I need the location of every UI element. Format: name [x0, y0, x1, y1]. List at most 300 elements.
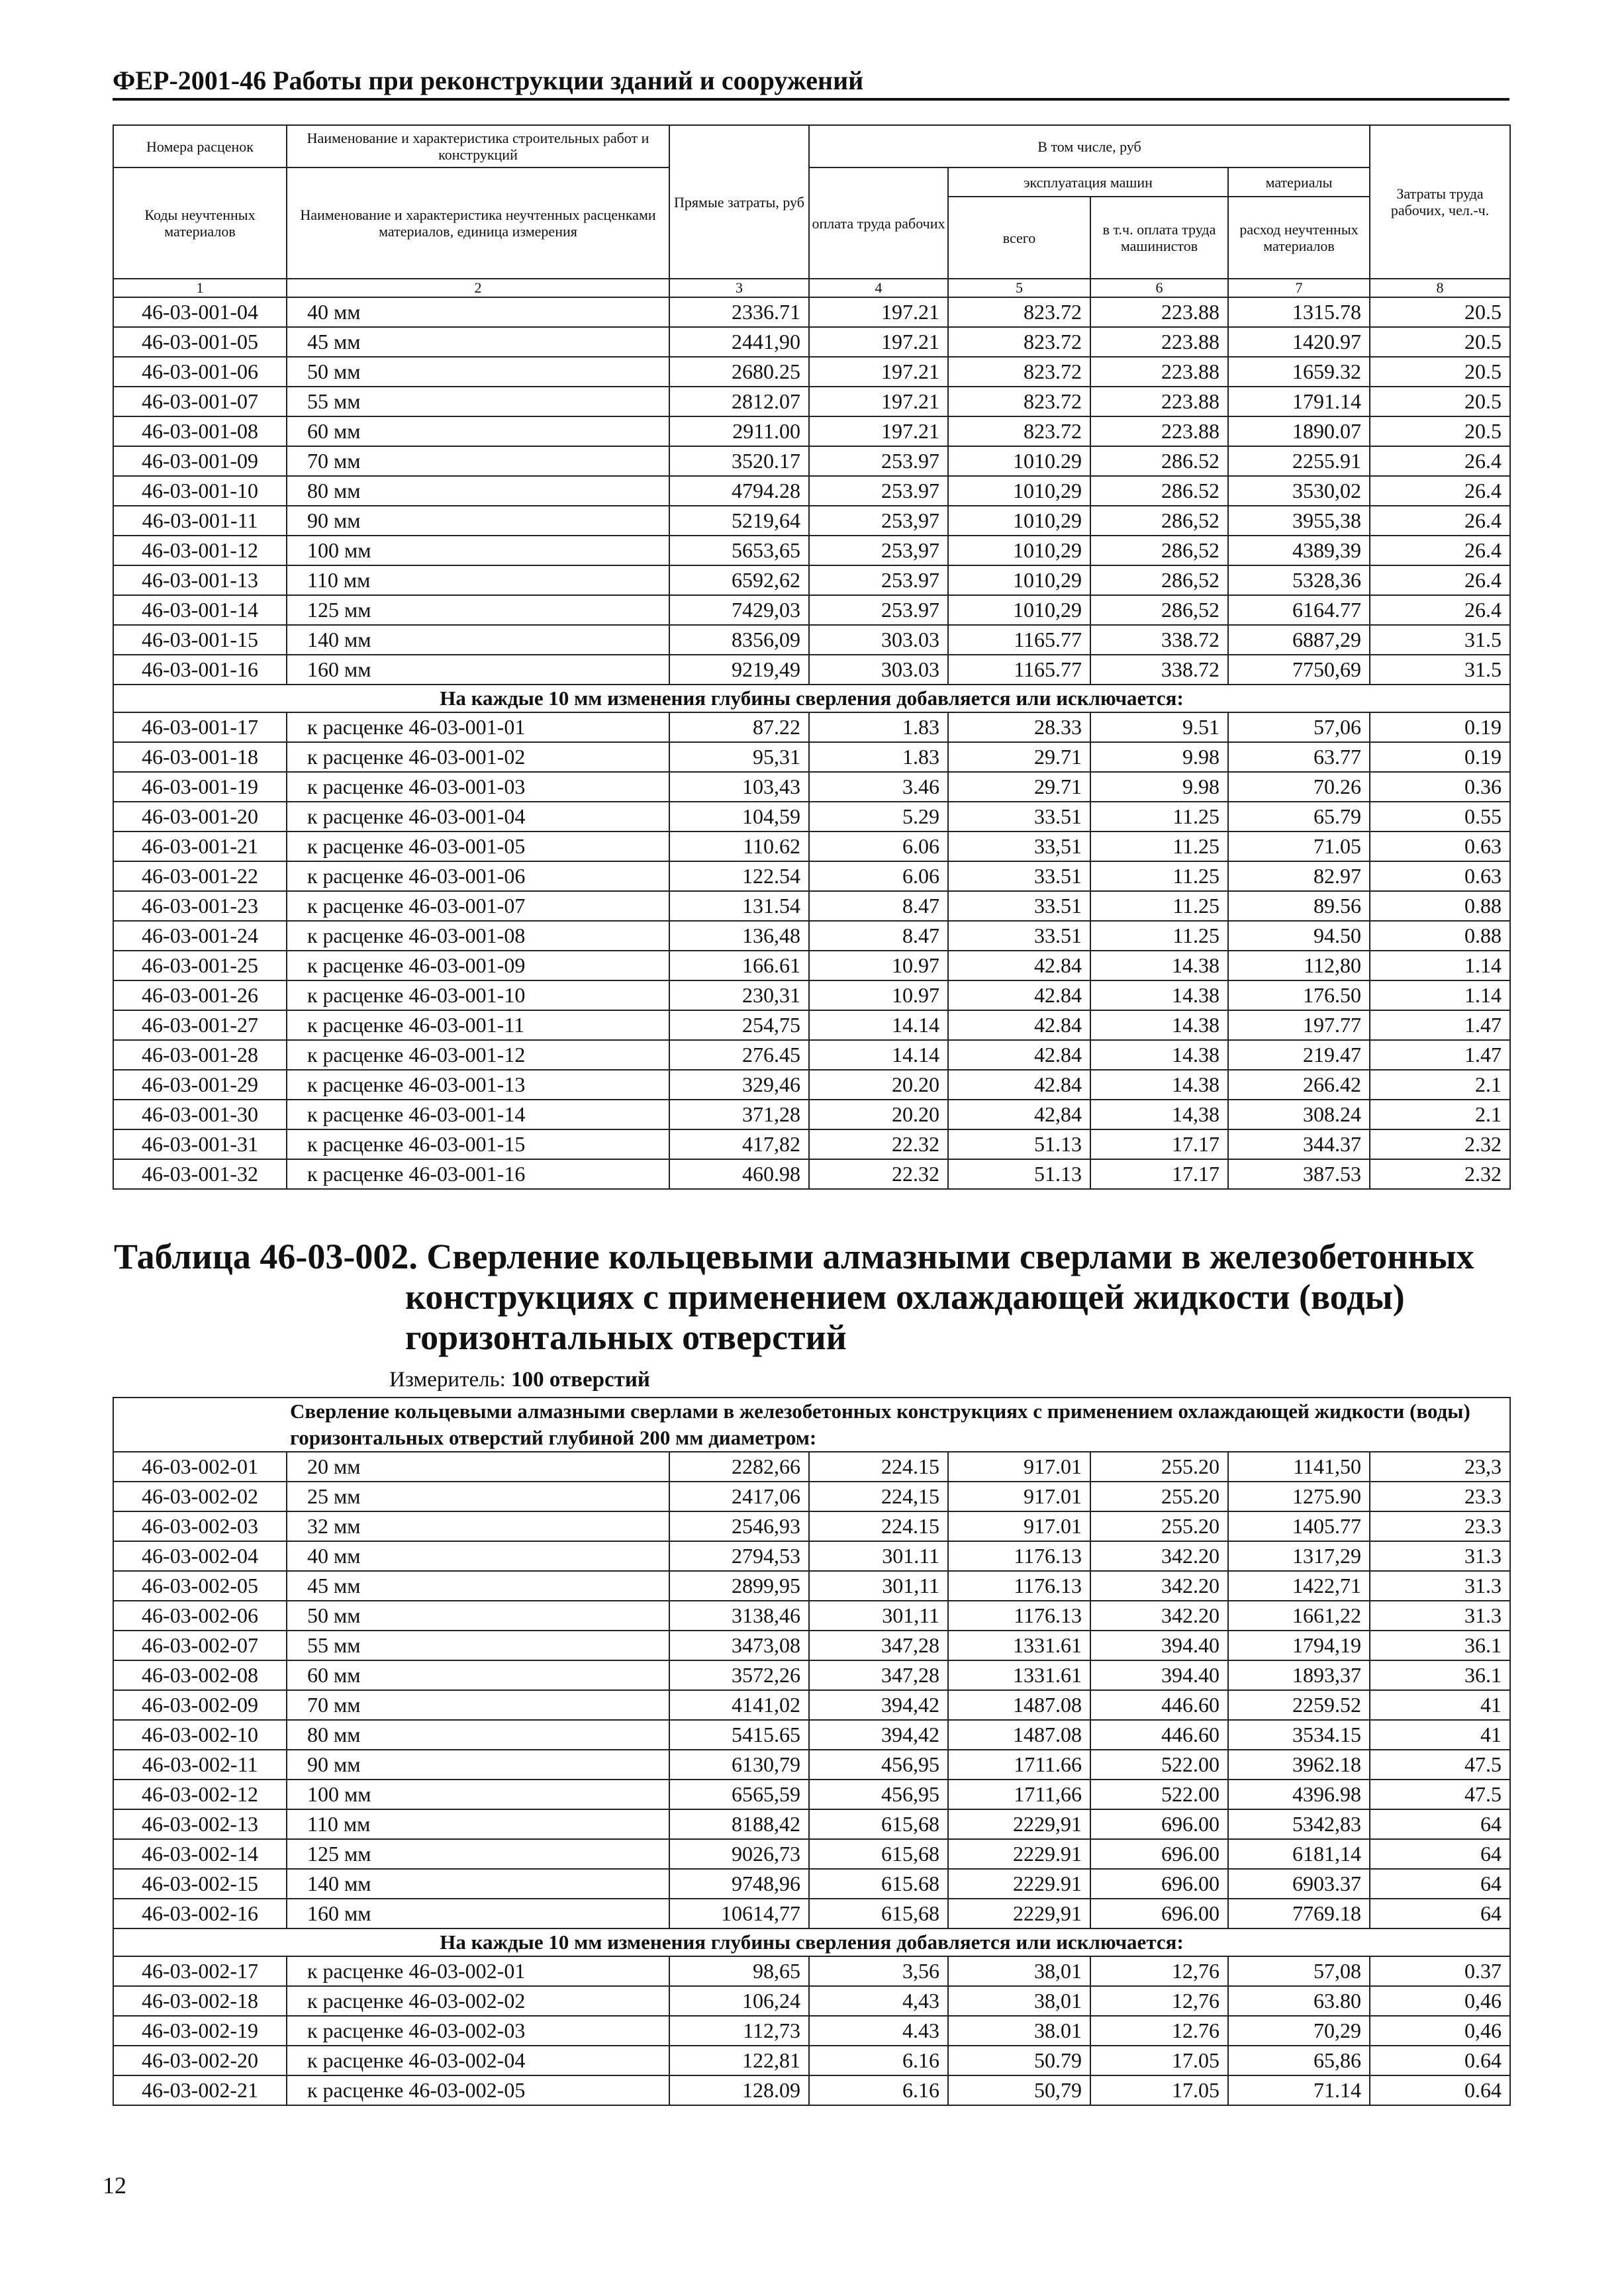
machinists-pay: 14.38: [1090, 1040, 1228, 1070]
direct-cost: 254,75: [669, 1010, 809, 1040]
materials-cost: 1794,19: [1228, 1631, 1370, 1660]
labor-hours: 31.5: [1370, 655, 1510, 685]
rate-code: 46-03-002-12: [113, 1780, 287, 1809]
table-row: [113, 297, 1510, 327]
labor-pay: 22.32: [809, 1159, 948, 1189]
labor-hours: 0.36: [1370, 772, 1510, 802]
labor-hours: 20.5: [1370, 327, 1510, 357]
column-number: 5: [948, 279, 1090, 297]
labor-pay: 301,11: [809, 1571, 948, 1601]
header-labor-pay: оплата труда рабочих: [809, 167, 948, 279]
rate-code: 46-03-001-18: [113, 742, 287, 772]
labor-hours: 0.64: [1370, 2075, 1510, 2105]
machines-total: 50.79: [948, 2046, 1090, 2075]
machinists-pay: 286.52: [1090, 446, 1228, 476]
labor-hours: 26.4: [1370, 506, 1510, 536]
table-row: [113, 1482, 1510, 1511]
table-row: [113, 832, 1510, 861]
table-row: [113, 2075, 1510, 2105]
machines-total: 42.84: [948, 1010, 1090, 1040]
machines-total: 29.71: [948, 772, 1090, 802]
machinists-pay: 223.88: [1090, 357, 1228, 387]
rate-code: 46-03-001-31: [113, 1129, 287, 1159]
direct-cost: 276.45: [669, 1040, 809, 1070]
labor-pay: 4.43: [809, 2016, 948, 2046]
labor-hours: 23.3: [1370, 1511, 1510, 1541]
rate-code: 46-03-002-08: [113, 1660, 287, 1690]
materials-cost: 89.56: [1228, 891, 1370, 921]
materials-cost: 1791.14: [1228, 387, 1370, 416]
labor-pay: 301.11: [809, 1541, 948, 1571]
machinists-pay: 338.72: [1090, 625, 1228, 655]
rate-code: 46-03-001-26: [113, 980, 287, 1010]
table-row: [113, 1541, 1510, 1571]
machines-total: 823.72: [948, 387, 1090, 416]
work-name: 110 мм: [287, 1809, 669, 1839]
machinists-pay: 286,52: [1090, 595, 1228, 625]
machinists-pay: 696.00: [1090, 1869, 1228, 1899]
column-number: 1: [113, 279, 287, 297]
labor-pay: 5.29: [809, 802, 948, 832]
labor-pay: 4,43: [809, 1986, 948, 2016]
materials-cost: 176.50: [1228, 980, 1370, 1010]
direct-cost: 6130,79: [669, 1750, 809, 1780]
rate-code: 46-03-002-02: [113, 1482, 287, 1511]
work-name: к расценке 46-03-001-01: [287, 712, 669, 742]
labor-pay: 253,97: [809, 536, 948, 565]
table-row: [113, 1899, 1510, 1928]
work-name: к расценке 46-03-002-03: [287, 2016, 669, 2046]
labor-hours: 2.32: [1370, 1159, 1510, 1189]
rate-code: 46-03-001-09: [113, 446, 287, 476]
materials-cost: 1315.78: [1228, 297, 1370, 327]
direct-cost: 9219,49: [669, 655, 809, 685]
machinists-pay: 394.40: [1090, 1660, 1228, 1690]
materials-cost: 82.97: [1228, 861, 1370, 891]
labor-hours: 64: [1370, 1869, 1510, 1899]
rate-code: 46-03-001-13: [113, 565, 287, 595]
direct-cost: 9026,73: [669, 1839, 809, 1869]
table1-rows: [113, 297, 1510, 685]
machines-total: 1165.77: [948, 655, 1090, 685]
direct-cost: 9748,96: [669, 1869, 809, 1899]
running-head: ФЕР-2001-46 Работы при реконструкции зданий и сооружений: [113, 65, 1509, 101]
work-name: к расценке 46-03-001-07: [287, 891, 669, 921]
machinists-pay: 14.38: [1090, 1010, 1228, 1040]
labor-pay: 253.97: [809, 476, 948, 506]
work-name: к расценке 46-03-001-02: [287, 742, 669, 772]
machines-total: 38,01: [948, 1986, 1090, 2016]
rates-table-002: [113, 1397, 1511, 2106]
labor-pay: 197.21: [809, 357, 948, 387]
direct-cost: 5653,65: [669, 536, 809, 565]
rate-code: 46-03-001-16: [113, 655, 287, 685]
labor-hours: 0.88: [1370, 921, 1510, 951]
table-row: [113, 861, 1510, 891]
page-number: 12: [103, 2172, 126, 2199]
labor-pay: 1.83: [809, 712, 948, 742]
rate-code: 46-03-002-18: [113, 1986, 287, 2016]
table-row: [113, 1869, 1510, 1899]
labor-hours: 2.32: [1370, 1129, 1510, 1159]
machinists-pay: 9.98: [1090, 742, 1228, 772]
labor-pay: 347,28: [809, 1631, 948, 1660]
materials-cost: 3530,02: [1228, 476, 1370, 506]
labor-pay: 224,15: [809, 1482, 948, 1511]
machines-total: 823.72: [948, 416, 1090, 446]
table-row: [113, 446, 1510, 476]
direct-cost: 460.98: [669, 1159, 809, 1189]
table-row: [113, 2016, 1510, 2046]
work-name: 80 мм: [287, 1720, 669, 1750]
machines-total: 917.01: [948, 1511, 1090, 1541]
labor-pay: 224.15: [809, 1511, 948, 1541]
labor-hours: 0.19: [1370, 712, 1510, 742]
labor-hours: 26.4: [1370, 476, 1510, 506]
labor-pay: 3,56: [809, 1956, 948, 1986]
direct-cost: 3473,08: [669, 1631, 809, 1660]
direct-cost: 3138,46: [669, 1601, 809, 1631]
direct-cost: 2899,95: [669, 1571, 809, 1601]
labor-pay: 6.16: [809, 2046, 948, 2075]
machines-total: 1711.66: [948, 1750, 1090, 1780]
table-row: [113, 327, 1510, 357]
rate-code: 46-03-001-05: [113, 327, 287, 357]
materials-cost: 3534.15: [1228, 1720, 1370, 1750]
rate-code: 46-03-001-25: [113, 951, 287, 980]
machinists-pay: 255.20: [1090, 1452, 1228, 1482]
labor-hours: 31.3: [1370, 1541, 1510, 1571]
labor-hours: 20.5: [1370, 357, 1510, 387]
rate-code: 46-03-002-14: [113, 1839, 287, 1869]
machinists-pay: 14,38: [1090, 1100, 1228, 1129]
machinists-pay: 394.40: [1090, 1631, 1228, 1660]
table-row: [113, 1159, 1510, 1189]
machinists-pay: 11.25: [1090, 861, 1228, 891]
machinists-pay: 696.00: [1090, 1809, 1228, 1839]
machines-total: 1010,29: [948, 536, 1090, 565]
materials-cost: 3962.18: [1228, 1750, 1370, 1780]
machines-total: 1487.08: [948, 1690, 1090, 1720]
labor-pay: 6.06: [809, 832, 948, 861]
materials-cost: 4396.98: [1228, 1780, 1370, 1809]
direct-cost: 122,81: [669, 2046, 809, 2075]
labor-hours: 0.19: [1370, 742, 1510, 772]
table-row: [113, 1070, 1510, 1100]
rate-code: 46-03-001-12: [113, 536, 287, 565]
column-number: 6: [1090, 279, 1228, 297]
machines-total: 42.84: [948, 980, 1090, 1010]
machines-total: 42.84: [948, 1040, 1090, 1070]
labor-pay: 615.68: [809, 1869, 948, 1899]
machinists-pay: 9.98: [1090, 772, 1228, 802]
table2-title: [114, 1237, 1511, 1358]
labor-hours: 0,46: [1370, 2016, 1510, 2046]
labor-pay: 615,68: [809, 1809, 948, 1839]
labor-pay: 303.03: [809, 625, 948, 655]
column-number: 3: [669, 279, 809, 297]
machines-total: 33,51: [948, 832, 1090, 861]
rate-code: 46-03-001-06: [113, 357, 287, 387]
machinists-pay: 17.05: [1090, 2075, 1228, 2105]
labor-hours: 20.5: [1370, 297, 1510, 327]
machines-total: 2229,91: [948, 1809, 1090, 1839]
machines-total: 823.72: [948, 297, 1090, 327]
machinists-pay: 14.38: [1090, 951, 1228, 980]
work-name: 20 мм: [287, 1452, 669, 1482]
machinists-pay: 17.17: [1090, 1159, 1228, 1189]
labor-pay: 253.97: [809, 446, 948, 476]
table-row: [113, 1839, 1510, 1869]
work-name: 90 мм: [287, 1750, 669, 1780]
table-row: [113, 1452, 1510, 1482]
column-number: 7: [1228, 279, 1370, 297]
work-name: 25 мм: [287, 1482, 669, 1511]
table-row: [113, 1660, 1510, 1690]
work-name: 100 мм: [287, 536, 669, 565]
work-name: 55 мм: [287, 1631, 669, 1660]
direct-cost: 5219,64: [669, 506, 809, 536]
labor-hours: 1.47: [1370, 1040, 1510, 1070]
materials-cost: 57,08: [1228, 1956, 1370, 1986]
machines-total: 28.33: [948, 712, 1090, 742]
work-name: 40 мм: [287, 297, 669, 327]
machines-total: 42.84: [948, 951, 1090, 980]
materials-cost: 6164.77: [1228, 595, 1370, 625]
table-row: [113, 595, 1510, 625]
machinists-pay: 255.20: [1090, 1482, 1228, 1511]
table-row: [113, 625, 1510, 655]
table-row: [113, 536, 1510, 565]
machinists-pay: 17.05: [1090, 2046, 1228, 2075]
machinists-pay: 286.52: [1090, 476, 1228, 506]
rate-code: 46-03-001-30: [113, 1100, 287, 1129]
direct-cost: 2282,66: [669, 1452, 809, 1482]
table-row: [113, 1601, 1510, 1631]
machines-total: 50,79: [948, 2075, 1090, 2105]
table-row: [113, 655, 1510, 685]
labor-pay: 10.97: [809, 951, 948, 980]
materials-cost: 71.14: [1228, 2075, 1370, 2105]
labor-hours: 26.4: [1370, 565, 1510, 595]
table-row: [113, 357, 1510, 387]
table-row: [113, 1956, 1510, 1986]
rate-code: 46-03-002-21: [113, 2075, 287, 2105]
rate-code: 46-03-001-04: [113, 297, 287, 327]
materials-cost: 6181,14: [1228, 1839, 1370, 1869]
direct-cost: 2911.00: [669, 416, 809, 446]
machinists-pay: 11.25: [1090, 921, 1228, 951]
labor-hours: 26.4: [1370, 446, 1510, 476]
section-heading: На каждые 10 мм изменения глубины сверления добавляется или исключается:: [113, 685, 1510, 712]
direct-cost: 166.61: [669, 951, 809, 980]
materials-cost: 63.80: [1228, 1986, 1370, 2016]
labor-hours: 0.88: [1370, 891, 1510, 921]
table2-rows: [113, 1452, 1510, 1928]
materials-cost: 7769.18: [1228, 1899, 1370, 1928]
rate-code: 46-03-001-15: [113, 625, 287, 655]
direct-cost: 2441,90: [669, 327, 809, 357]
work-name: 45 мм: [287, 327, 669, 357]
work-name: к расценке 46-03-001-04: [287, 802, 669, 832]
machinists-pay: 12,76: [1090, 1956, 1228, 1986]
machinists-pay: 12,76: [1090, 1986, 1228, 2016]
rate-code: 46-03-001-10: [113, 476, 287, 506]
direct-cost: 98,65: [669, 1956, 809, 1986]
machines-total: 917.01: [948, 1482, 1090, 1511]
rate-code: 46-03-001-29: [113, 1070, 287, 1100]
machinists-pay: 342.20: [1090, 1541, 1228, 1571]
machines-total: 1176.13: [948, 1601, 1090, 1631]
labor-hours: 31.3: [1370, 1601, 1510, 1631]
work-name: к расценке 46-03-001-13: [287, 1070, 669, 1100]
labor-pay: 20.20: [809, 1100, 948, 1129]
rate-code: 46-03-002-01: [113, 1452, 287, 1482]
machines-total: 823.72: [948, 357, 1090, 387]
meter: [389, 1368, 650, 1392]
rate-code: 46-03-002-11: [113, 1750, 287, 1780]
table-row: [113, 506, 1510, 536]
materials-cost: 6903.37: [1228, 1869, 1370, 1899]
table-row: [113, 1750, 1510, 1780]
rate-code: 46-03-001-07: [113, 387, 287, 416]
labor-hours: 64: [1370, 1899, 1510, 1928]
materials-cost: 2255.91: [1228, 446, 1370, 476]
direct-cost: 8356,09: [669, 625, 809, 655]
labor-hours: 2.1: [1370, 1070, 1510, 1100]
materials-cost: 63.77: [1228, 742, 1370, 772]
labor-pay: 197.21: [809, 387, 948, 416]
rate-code: 46-03-001-32: [113, 1159, 287, 1189]
machines-total: 33.51: [948, 802, 1090, 832]
table-row: [113, 2046, 1510, 2075]
direct-cost: 112,73: [669, 2016, 809, 2046]
rate-code: 46-03-001-14: [113, 595, 287, 625]
labor-pay: 456,95: [809, 1750, 948, 1780]
header-material-names: Наименование и характеристика неучтенных расценками материалов, единица измерения: [287, 167, 669, 279]
machines-total: 1165.77: [948, 625, 1090, 655]
labor-hours: 0,46: [1370, 1986, 1510, 2016]
materials-cost: 71.05: [1228, 832, 1370, 861]
machines-total: 38,01: [948, 1956, 1090, 1986]
work-name: 70 мм: [287, 1690, 669, 1720]
table-row: [113, 1690, 1510, 1720]
labor-pay: 1.83: [809, 742, 948, 772]
machines-total: 1176.13: [948, 1541, 1090, 1571]
table-row: [113, 772, 1510, 802]
rate-code: 46-03-002-13: [113, 1809, 287, 1839]
labor-hours: 1.47: [1370, 1010, 1510, 1040]
table-row: [113, 1571, 1510, 1601]
machines-total: 1010,29: [948, 595, 1090, 625]
direct-cost: 103,43: [669, 772, 809, 802]
work-name: 100 мм: [287, 1780, 669, 1809]
work-name: к расценке 46-03-002-02: [287, 1986, 669, 2016]
work-name: 125 мм: [287, 595, 669, 625]
direct-cost: 95,31: [669, 742, 809, 772]
machines-total: 1331.61: [948, 1631, 1090, 1660]
machines-total: 917.01: [948, 1452, 1090, 1482]
table-row: [113, 1986, 1510, 2016]
work-name: 60 мм: [287, 1660, 669, 1690]
labor-pay: 615,68: [809, 1839, 948, 1869]
table-row: [113, 476, 1510, 506]
labor-hours: 36.1: [1370, 1631, 1510, 1660]
section-heading: Сверление кольцевыми алмазными сверлами в железобетонных конструкциях с применением охлаждающей жидкости (воды) горизонтальных отверстий глубиной 200 мм диаметром:: [113, 1398, 1510, 1452]
labor-hours: 64: [1370, 1809, 1510, 1839]
table-row: [113, 921, 1510, 951]
labor-pay: 3.46: [809, 772, 948, 802]
machines-total: 1331.61: [948, 1660, 1090, 1690]
machinists-pay: 522.00: [1090, 1750, 1228, 1780]
work-name: к расценке 46-03-001-16: [287, 1159, 669, 1189]
rate-code: 46-03-001-17: [113, 712, 287, 742]
machinists-pay: 522.00: [1090, 1780, 1228, 1809]
machines-total: 1010,29: [948, 565, 1090, 595]
table-row: [113, 1631, 1510, 1660]
meter-line: [113, 1364, 1509, 1398]
machines-total: 2229,91: [948, 1899, 1090, 1928]
table1-depth-rows: [113, 712, 1510, 1189]
direct-cost: 4794.28: [669, 476, 809, 506]
machinists-pay: 223.88: [1090, 327, 1228, 357]
direct-cost: 371,28: [669, 1100, 809, 1129]
machinists-pay: 286,52: [1090, 506, 1228, 536]
work-name: 125 мм: [287, 1839, 669, 1869]
work-name: 80 мм: [287, 476, 669, 506]
machines-total: 1176.13: [948, 1571, 1090, 1601]
table2-title-line2: конструкциях с применением охлаждающей жидкости (воды): [405, 1277, 1405, 1317]
header-materials: материалы: [1228, 167, 1370, 197]
work-name: 45 мм: [287, 1571, 669, 1601]
machines-total: 2229.91: [948, 1839, 1090, 1869]
work-name: 110 мм: [287, 565, 669, 595]
machines-total: 51.13: [948, 1129, 1090, 1159]
header-rate-numbers: Номера расценок: [113, 125, 287, 167]
work-name: к расценке 46-03-001-14: [287, 1100, 669, 1129]
header-machines: эксплуатация машин: [948, 167, 1228, 197]
table2-title-line3: горизонтальных отверстий: [405, 1317, 847, 1357]
work-name: к расценке 46-03-002-01: [287, 1956, 669, 1986]
machinists-pay: 11.25: [1090, 802, 1228, 832]
materials-cost: 1275.90: [1228, 1482, 1370, 1511]
rate-code: 46-03-001-08: [113, 416, 287, 446]
header-direct-costs: Прямые затраты, руб: [669, 125, 809, 279]
labor-pay: 394,42: [809, 1690, 948, 1720]
machines-total: 1487.08: [948, 1720, 1090, 1750]
direct-cost: 2417,06: [669, 1482, 809, 1511]
machines-total: 2229.91: [948, 1869, 1090, 1899]
table-row: [113, 802, 1510, 832]
rate-code: 46-03-001-27: [113, 1010, 287, 1040]
labor-hours: 41: [1370, 1720, 1510, 1750]
work-name: 70 мм: [287, 446, 669, 476]
materials-cost: 65,86: [1228, 2046, 1370, 2075]
header-machines-total: всего: [948, 197, 1090, 279]
table-row: [113, 1511, 1510, 1541]
labor-pay: 20.20: [809, 1070, 948, 1100]
materials-cost: 1420.97: [1228, 327, 1370, 357]
meter-value: 100 отверстий: [511, 1368, 650, 1392]
work-name: 50 мм: [287, 357, 669, 387]
labor-hours: 23.3: [1370, 1482, 1510, 1511]
labor-hours: 47.5: [1370, 1750, 1510, 1780]
machinists-pay: 446.60: [1090, 1720, 1228, 1750]
labor-hours: 0.64: [1370, 2046, 1510, 2075]
section-heading: На каждые 10 мм изменения глубины сверления добавляется или исключается:: [113, 1928, 1510, 1956]
machinists-pay: 11.25: [1090, 832, 1228, 861]
labor-hours: 26.4: [1370, 536, 1510, 565]
